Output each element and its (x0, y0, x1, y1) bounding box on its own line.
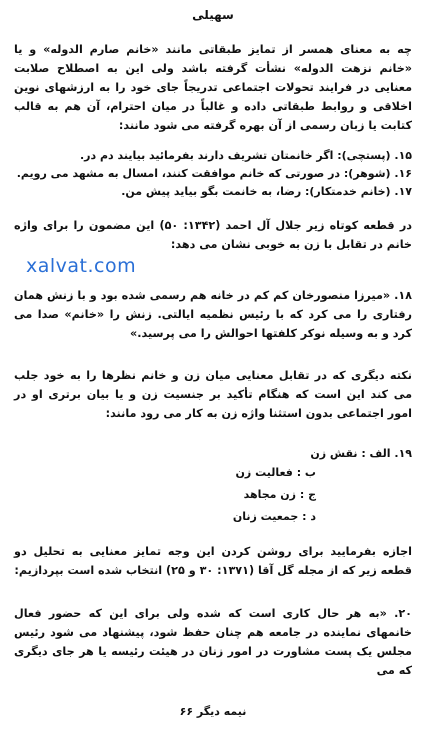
page-header: سهیلی (192, 8, 234, 22)
example-16: ۱۶. (شوهر): در صورتی که خانم موافقت کنند، امسال به مشهد می رویم. (16, 167, 412, 180)
example-17: ۱۷. (خانم خدمتکار): رضا، به خانمت بگو بیاید پیش من. (121, 185, 412, 198)
example-19-item-c: ج : زن مجاهد (243, 488, 316, 501)
paragraph-contrast: نکته دیگری که در تقابل معنایی میان زن و خانم نظرها را به خود جلب می کند این است که هنگام تأکید بر جنسیت زن و یا بیان برتری او در امور اجتماعی بدون استثنا واژه زن به کار می رود مانند: (14, 369, 412, 420)
watermark: xalvat.com (26, 255, 137, 277)
example-20: ۲۰. «به هر حال کاری است که شده ولی برای این که حضور فعال خانمهای نماینده در جامعه هم چنان حفظ شود، پیشنهاد می شود رئیس مجلس یک پست مشاورت در امور زنان در هیئت رئیسه یا هر جای دیگری که می (14, 607, 412, 677)
example-15: ۱۵. (پستچی): اگر خانمتان تشریف دارند بفرمائید بیایند دم در. (79, 149, 412, 162)
example-19-label: ۱۹. الف : نقش زن (310, 447, 412, 460)
paragraph-jalal: در قطعه کوتاه زیر جلال آل احمد (۱۳۴۲: ۵۰) این مضمون را برای واژه خانم در تقابل با زن به خوبی نشان می دهد: (14, 219, 412, 251)
example-18: ۱۸. «میرزا منصورخان کم کم در خانه هم رسمی شده بود و با زنش همان رفتاری را می کرد که با رئیس نظمیه ایالتی. زنش را «خانم» صدا می کرد و به وسیله نوکر کلفتها احوالش را می پرسید.» (14, 289, 412, 340)
page-footer: نیمه دیگر ۶۶ (179, 705, 247, 718)
example-19-item-d: د : جمعیت زنان (232, 510, 316, 523)
paragraph-intro: چه به معنای همسر از تمایز طبقاتی مانند «خانم صارم الدوله» و یا «خانم نزهت الدوله» نشأت گرفته باشد ولی این به اصطلاح صلابت معنایی در فرایند تحولات اجتماعی تدریجاً جای خود را به ارزشهای نوین اخلاقی و روابط طبقاتی داده و غالباً در میان احترام، آن هم به قالب کتابت یا زبان رسمی از آن بهره گرفته می شود مانند: (14, 43, 412, 132)
example-19-item-b: ب : فعالیت زن (235, 466, 316, 479)
paragraph-golagha: اجازه بفرمایید برای روشن کردن این وجه تمایز معنایی به تحلیل دو قطعه زیر که از مجله گل آقا (۱۳۷۱: ۳۰ و ۲۵) انتخاب شده است بپردازیم: (14, 545, 412, 577)
